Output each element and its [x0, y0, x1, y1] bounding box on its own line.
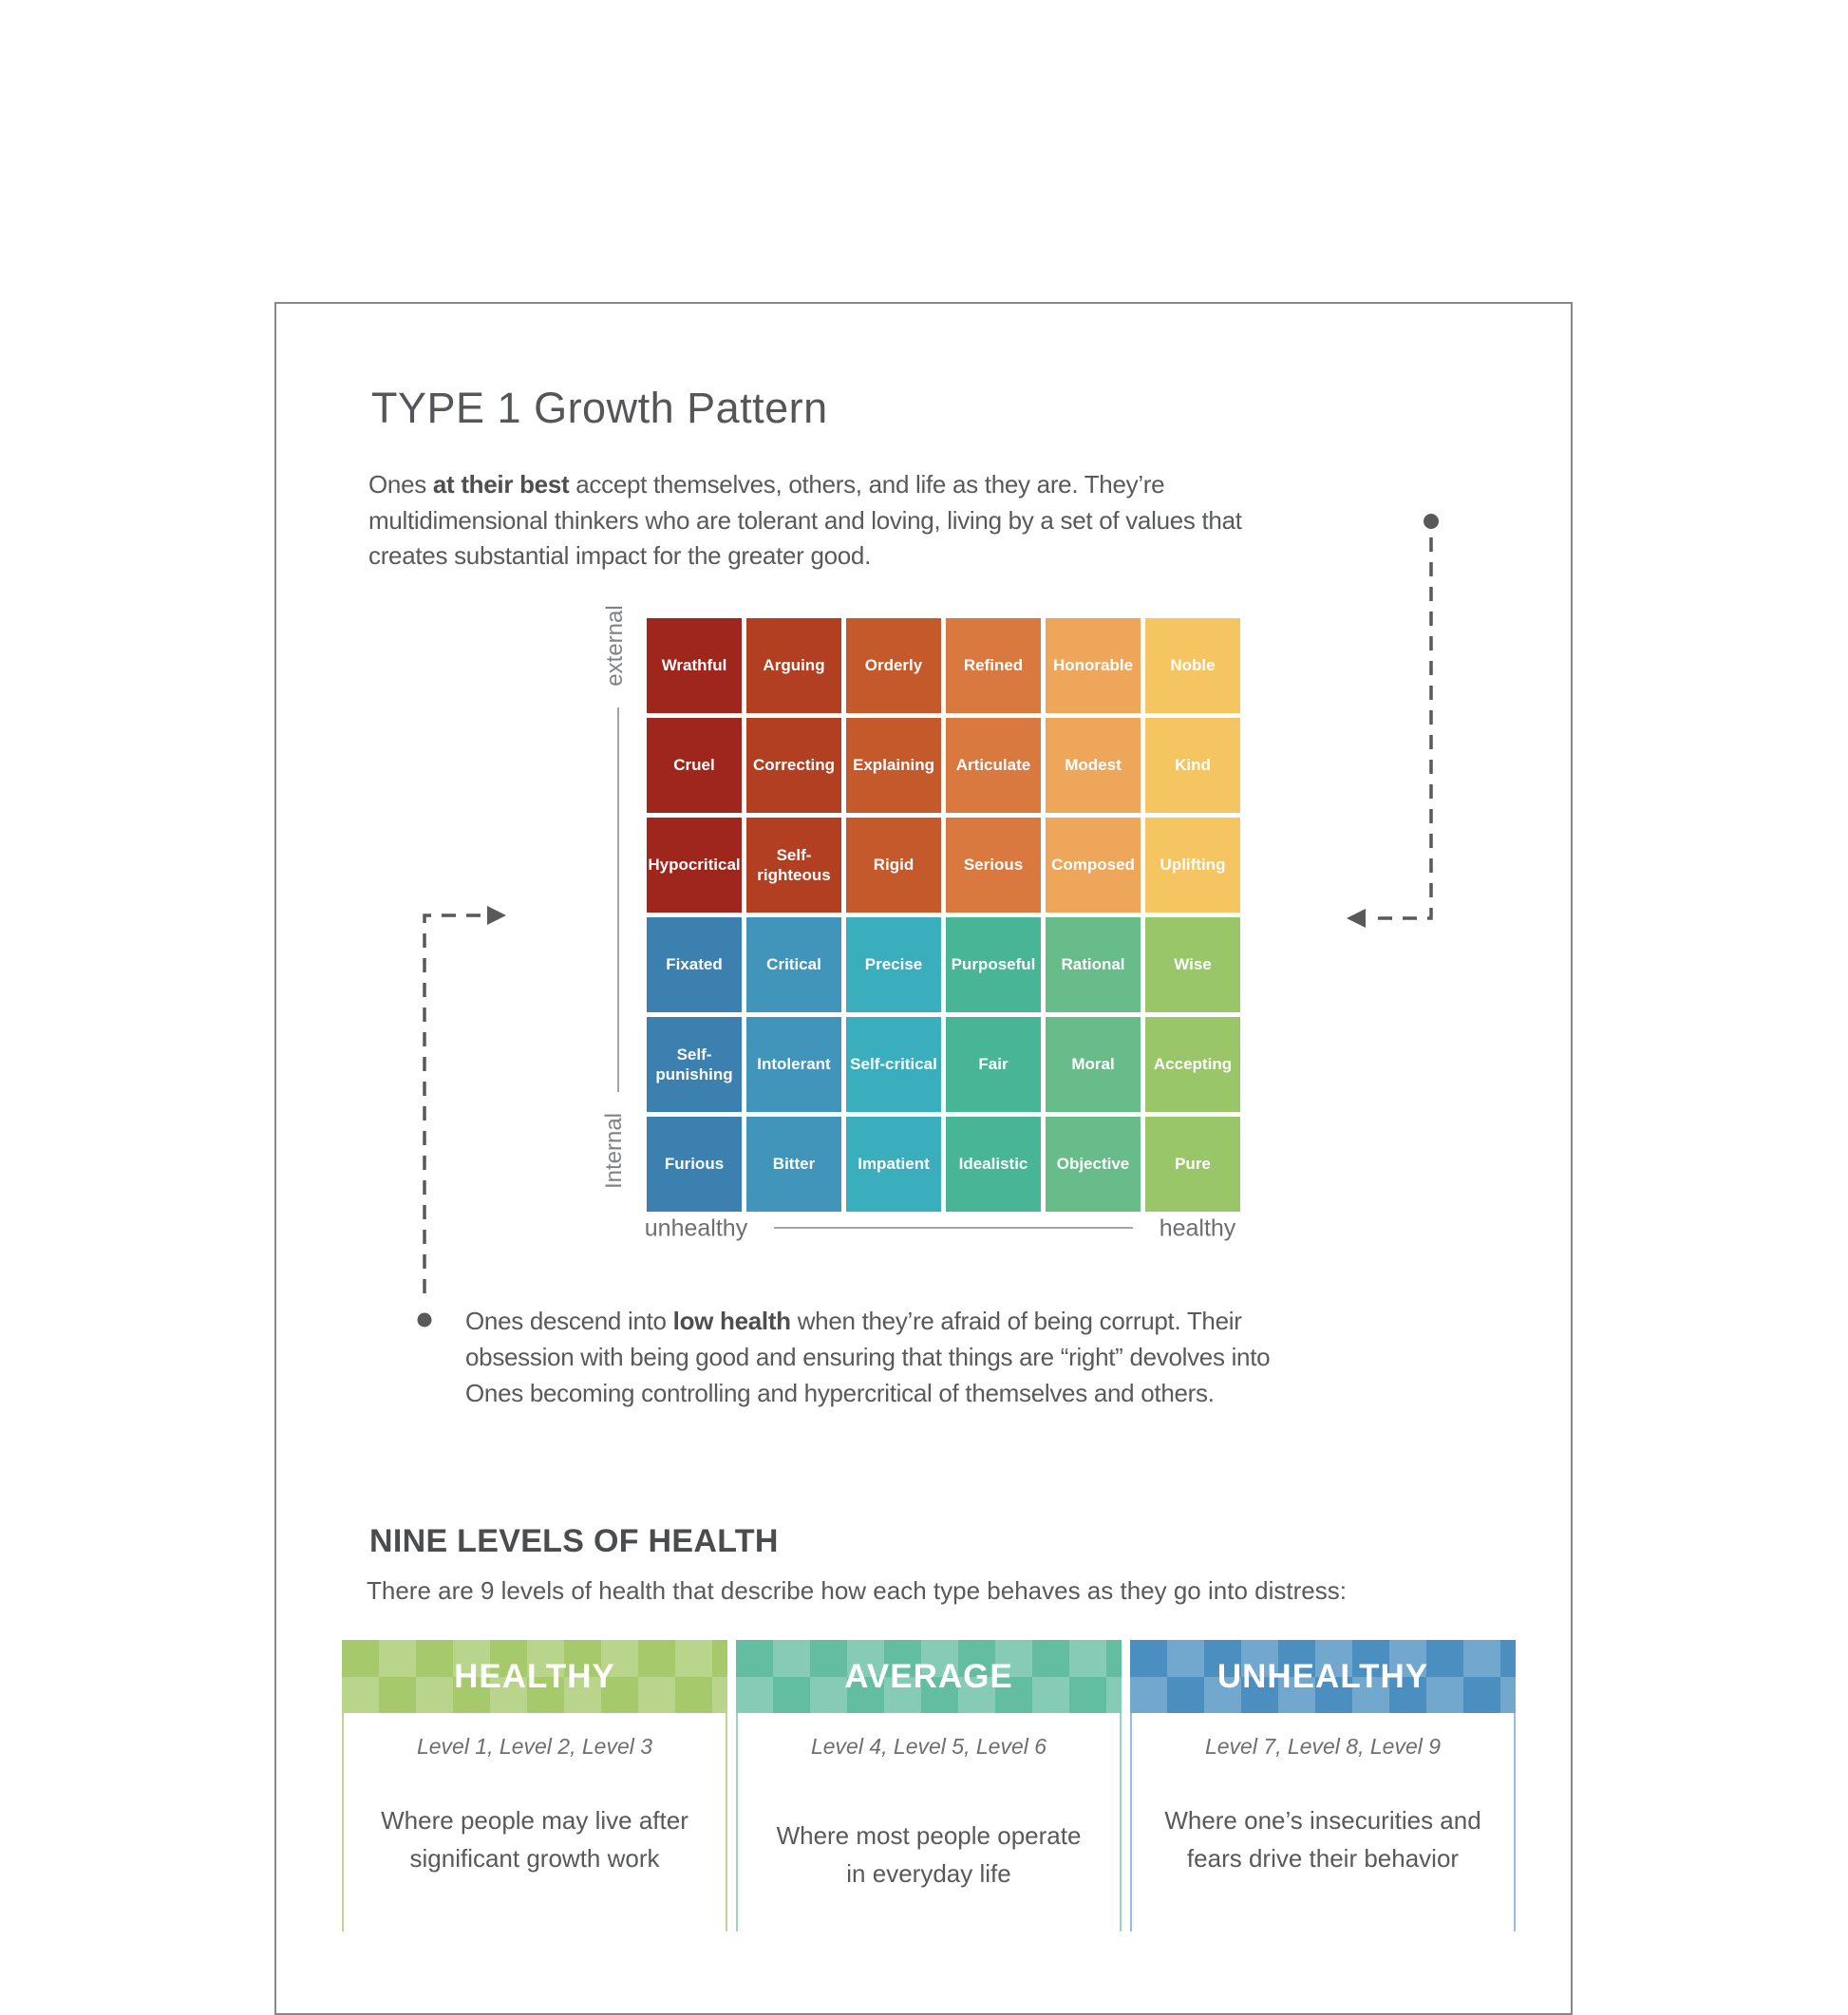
- trait-cell: Uplifting: [1145, 818, 1240, 913]
- unhealthy-levels: Level 7, Level 8, Level 9: [1204, 1734, 1442, 1759]
- trait-cell: Purposeful: [946, 917, 1041, 1012]
- bullet-line-3: Ones becoming controlling and hypercritical of themselves and others.: [465, 1379, 1215, 1407]
- trait-cell: Modest: [1046, 718, 1141, 813]
- healthy-header-label: HEALTHY: [454, 1657, 615, 1695]
- trait-cell: Fixated: [647, 917, 742, 1012]
- trait-cell: Noble: [1145, 618, 1240, 713]
- trait-cell: Pure: [1145, 1117, 1240, 1212]
- page-title-text: TYPE 1 Growth Pattern: [371, 384, 828, 432]
- trait-cell: Idealistic: [946, 1117, 1041, 1212]
- healthy-header-band: [342, 1640, 727, 1713]
- trait-cell: Correcting: [746, 718, 841, 813]
- trait-cell: Composed: [1046, 818, 1141, 913]
- trait-cell: Accepting: [1145, 1017, 1240, 1112]
- bullet-line-2: obsession with being good and ensuring that things are “right” devolves into: [465, 1343, 1271, 1371]
- section-heading: NINE LEVELS OF HEALTH: [369, 1523, 779, 1559]
- trait-cell: Wise: [1145, 917, 1240, 1012]
- intro-line-3: creates substantial impact for the greater good.: [368, 541, 872, 570]
- trait-cell: Hypocritical: [647, 818, 742, 913]
- intro-line-1: Ones at their best accept themselves, others, and life as they are. They’re: [368, 470, 1165, 499]
- trait-cell: Precise: [846, 917, 941, 1012]
- low-health-bullet: [465, 1303, 1270, 1411]
- trait-cell: Self-righteous: [746, 818, 841, 913]
- trait-cell: Self-punishing: [647, 1017, 742, 1112]
- average-column-body: [736, 1713, 1122, 1931]
- horizontal-axis-line: [774, 1227, 1133, 1229]
- trait-cell: Rational: [1046, 917, 1141, 1012]
- trait-cell: Critical: [746, 917, 841, 1012]
- column-unhealthy: [1130, 1640, 1516, 1931]
- trait-cell: Objective: [1046, 1117, 1141, 1212]
- unhealthy-description: Where one’s insecurities and fears drive their behavior: [1164, 1806, 1481, 1873]
- average-header-label: AVERAGE: [844, 1657, 1013, 1695]
- trait-cell: Wrathful: [647, 618, 742, 713]
- trait-cell: Articulate: [946, 718, 1041, 813]
- column-healthy: [342, 1640, 727, 1931]
- trait-cell: Moral: [1046, 1017, 1141, 1112]
- trait-cell: Explaining: [846, 718, 941, 813]
- intro-paragraph: [368, 467, 1242, 574]
- axis-label-unhealthy: unhealthy: [644, 1215, 748, 1242]
- axis-label-healthy: healthy: [1159, 1215, 1236, 1242]
- trait-cell: Fair: [946, 1017, 1041, 1112]
- trait-grid: [647, 618, 1240, 1212]
- trait-cell: Bitter: [746, 1117, 841, 1212]
- trait-cell: Kind: [1145, 718, 1240, 813]
- trait-cell: Orderly: [846, 618, 941, 713]
- average-description: Where most people operate in everyday life: [776, 1821, 1082, 1888]
- column-average: [736, 1640, 1122, 1931]
- average-levels: Level 4, Level 5, Level 6: [810, 1734, 1047, 1759]
- trait-cell: Intolerant: [746, 1017, 841, 1112]
- trait-cell: Cruel: [647, 718, 742, 813]
- section-subtitle: There are 9 levels of health that describe how each type behaves as they go into distress:: [367, 1576, 1347, 1605]
- axis-label-external: external: [602, 605, 628, 687]
- healthy-column-body: [342, 1713, 727, 1931]
- axis-label-internal: Internal: [601, 1112, 627, 1190]
- unhealthy-header-band: [1130, 1640, 1516, 1713]
- trait-cell: Rigid: [846, 818, 941, 913]
- trait-cell: Honorable: [1046, 618, 1141, 713]
- trait-cell: Furious: [647, 1117, 742, 1212]
- health-columns: [342, 1640, 1516, 1931]
- bullet-line-1: Ones descend into low health when they’re afraid of being corrupt. Their: [465, 1307, 1242, 1335]
- intro-line-2: multidimensional thinkers who are tolerant and loving, living by a set of values that: [368, 505, 1242, 535]
- unhealthy-column-body: [1130, 1713, 1516, 1931]
- healthy-levels: Level 1, Level 2, Level 3: [416, 1734, 653, 1759]
- trait-cell: Serious: [946, 818, 1041, 913]
- page-title: [371, 384, 828, 433]
- average-header-band: [736, 1640, 1122, 1713]
- unhealthy-header-label: UNHEALTHY: [1216, 1657, 1429, 1695]
- trait-cell: Self-critical: [846, 1017, 941, 1112]
- vertical-axis-line: [617, 707, 619, 1092]
- healthy-description: Where people may live after significant growth work: [381, 1806, 688, 1873]
- trait-cell: Impatient: [846, 1117, 941, 1212]
- trait-cell: Refined: [946, 618, 1041, 713]
- trait-cell: Arguing: [746, 618, 841, 713]
